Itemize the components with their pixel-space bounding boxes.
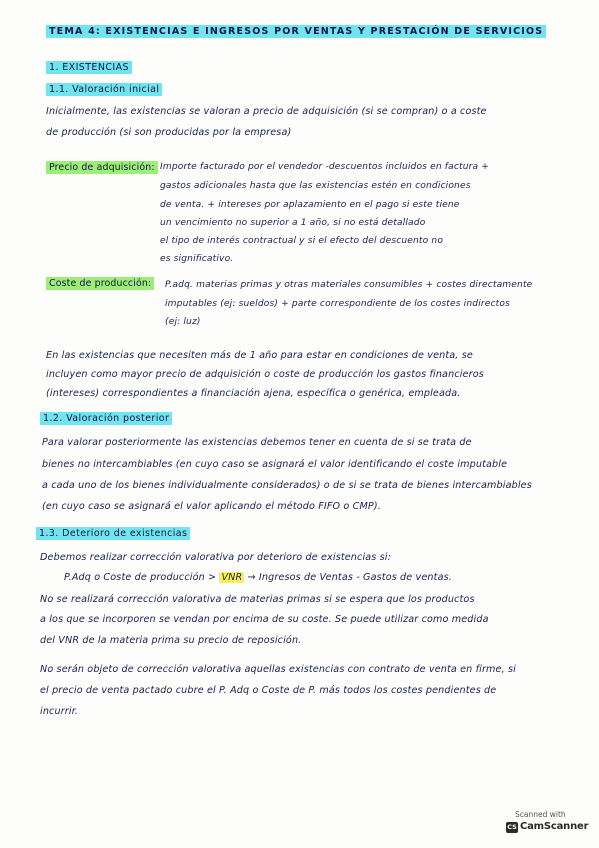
paragraph-line: incurrir.	[40, 706, 79, 717]
paragraph-line: bienes no intercambiables (en cuyo caso se asignará el valor identificando el coste imputable	[42, 459, 508, 470]
paragraph-line: de producción (si son producidas por la empresa)	[46, 127, 292, 138]
subsection-heading-1-1	[46, 84, 162, 95]
precio-adquisicion-label	[46, 162, 158, 173]
subsection-heading-1-2	[40, 413, 172, 424]
section-heading-text: 1. EXISTENCIAS	[46, 61, 132, 74]
definition-line: de venta. + intereses por aplazamiento en el pago si este tiene	[160, 200, 460, 210]
paragraph-line: incluyen como mayor precio de adquisición o coste de producción los gastos financieros	[46, 369, 484, 380]
definition-line: gastos adicionales hasta que las existencias estén en condiciones	[160, 181, 471, 191]
formula-right: → Ingresos de Ventas - Gastos de ventas.	[244, 572, 452, 583]
document-title	[46, 26, 546, 37]
subsection-heading-1-3-text: 1.3. Deterioro de existencias	[36, 527, 190, 540]
formula-line	[64, 572, 452, 583]
paragraph-line: No serán objeto de corrección valorativa aquellas existencias con contrato de venta en firme, si	[40, 664, 516, 675]
coste-produccion-label	[46, 278, 154, 289]
paragraph-line: En las existencias que necesiten más de 1 año para estar en condiciones de venta, se	[46, 350, 473, 361]
paragraph-line: Debemos realizar corrección valorativa por deterioro de existencias si:	[40, 552, 392, 563]
scanned-with-text: Scanned with	[515, 810, 566, 819]
paragraph-line: No se realizará corrección valorativa de materias primas si se espera que los productos	[40, 594, 475, 605]
coste-produccion-label-text: Coste de producción:	[46, 277, 154, 290]
paragraph-line: (intereses) correspondientes a financiación ajena, específica o genérica, empleada.	[46, 388, 461, 399]
paragraph-line: (en cuyo caso se asignará el valor aplicando el método FIFO o CMP).	[42, 501, 381, 512]
definition-line: imputables (ej: sueldos) + parte correspondiente de los costes indirectos	[165, 299, 510, 309]
paragraph-line: Inicialmente, las existencias se valoran a precio de adquisición (si se compran) o a coste	[46, 106, 487, 117]
paragraph-line: a cada uno de los bienes individualmente considerados) o de si se trata de bienes intercambiables	[42, 480, 532, 491]
vnr-highlight: VNR	[221, 572, 243, 583]
definition-line: P.adq. materias primas y otras materiales consumibles + costes directamente	[165, 280, 533, 290]
paragraph-line: el precio de venta pactado cubre el P. Adq o Coste de P. más todos los costes pendientes de	[40, 685, 497, 696]
definition-line: un vencimiento no superior a 1 año, si no está detallado	[160, 218, 426, 228]
subsection-heading-1-1-text: 1.1. Valoración inicial	[46, 83, 162, 96]
precio-adquisicion-label-text: Precio de adquisición:	[46, 161, 158, 174]
paragraph-line: a los que se incorporen se vendan por encima de su coste. Se puede utilizar como medida	[40, 614, 489, 625]
subsection-heading-1-2-text: 1.2. Valoración posterior	[40, 412, 172, 425]
document-title-text: TEMA 4: EXISTENCIAS E INGRESOS POR VENTAS Y PRESTACIÓN DE SERVICIOS	[46, 25, 546, 38]
definition-line: el tipo de interés contractual y si el efecto del descuento no	[160, 236, 444, 246]
paragraph-line: Para valorar posteriormente las existencias debemos tener en cuenta de si se trata de	[42, 437, 472, 448]
definition-line: (ej: luz)	[165, 317, 201, 327]
section-heading	[46, 62, 132, 73]
subsection-heading-1-3	[36, 528, 190, 539]
definition-line: es significativo.	[160, 254, 234, 264]
camscanner-brand-text: CamScanner	[520, 821, 589, 832]
camscanner-watermark	[506, 810, 590, 840]
camscanner-logo-icon: CS	[507, 823, 517, 831]
formula-left: P.Adq o Coste de producción >	[64, 572, 220, 583]
paragraph-line: del VNR de la materia prima su precio de reposición.	[40, 635, 302, 646]
definition-line: Importe facturado por el vendedor -descuentos incluidos en factura +	[160, 162, 490, 172]
